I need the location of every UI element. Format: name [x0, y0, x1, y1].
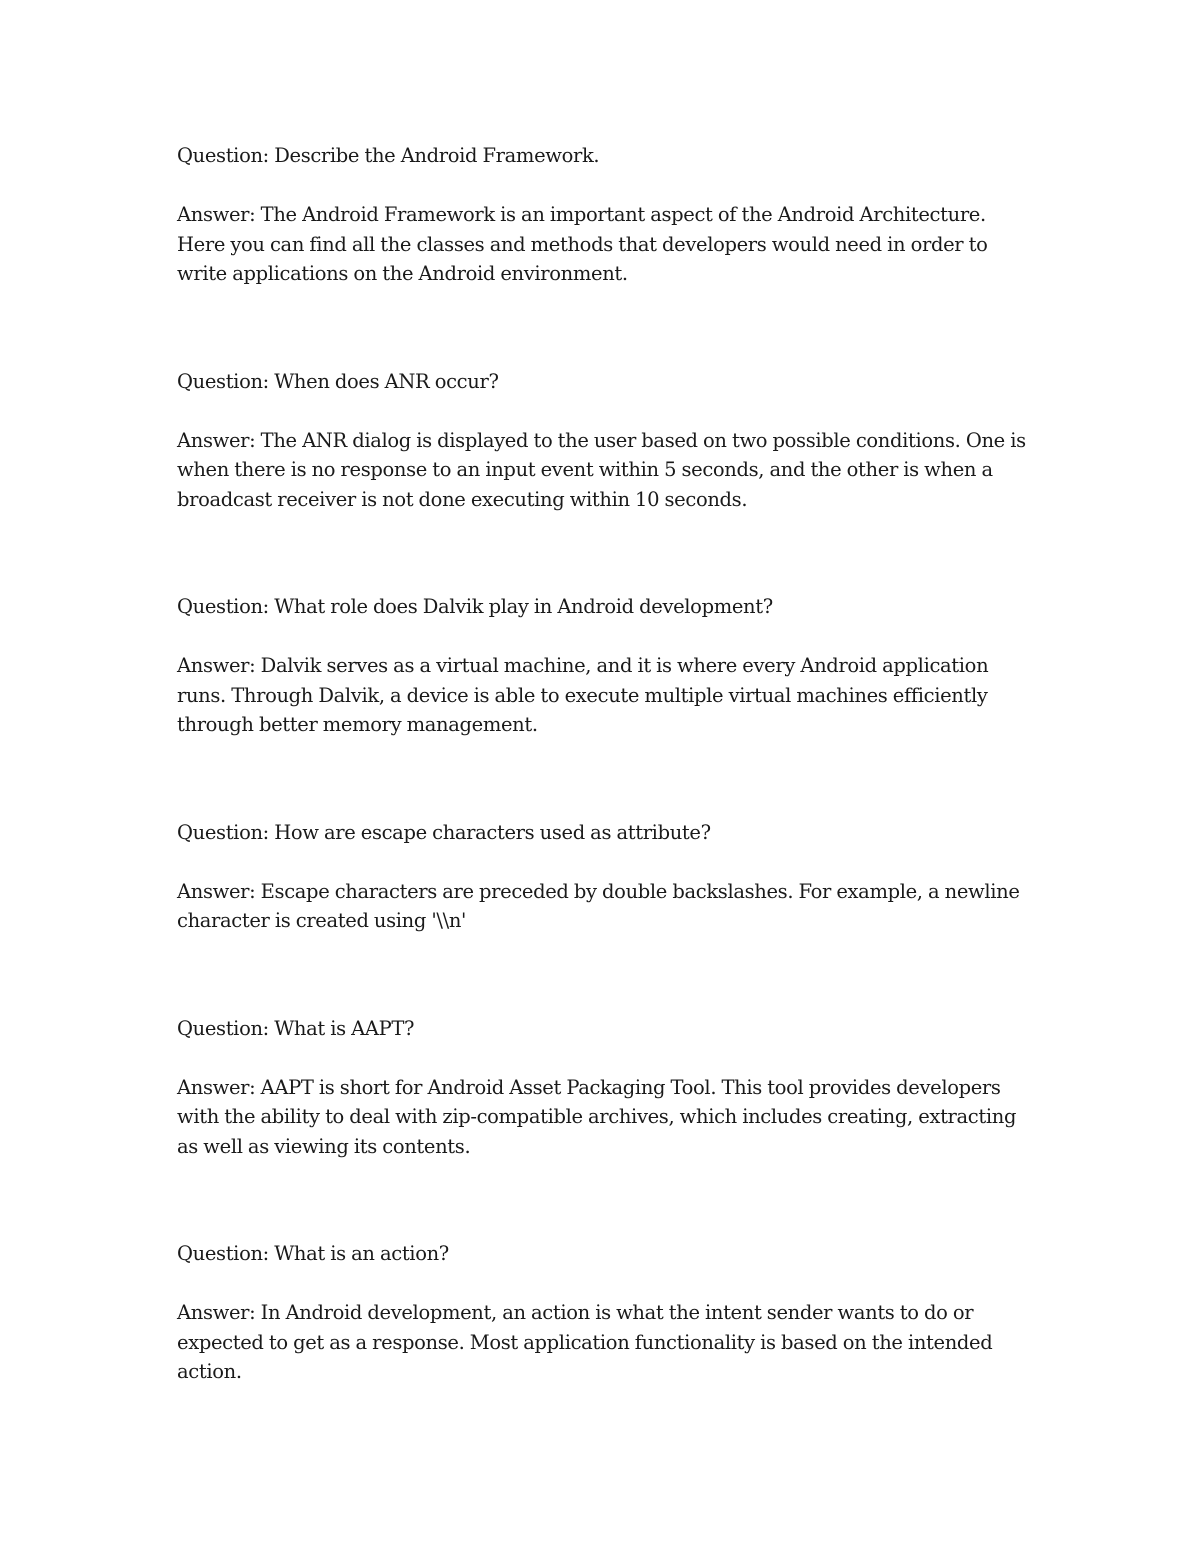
qa-list	[177, 141, 1037, 1465]
answer-text: Answer: The ANR dialog is displayed to the user based on two possible conditions. One is when there is no response to an input event within 5 seconds, and the other is when a broadcast receiver is not done executing within 10 seconds.	[177, 428, 1026, 511]
qa-item	[177, 141, 1037, 289]
question-text: Question: How are escape characters used as attribute?	[177, 820, 711, 844]
question-text: Question: What is an action?	[177, 1242, 449, 1265]
qa-item	[177, 1239, 1037, 1387]
question-text: Question: Describe the Android Framework.	[177, 144, 600, 167]
answer-text: Answer: In Android development, an action is what the intent sender wants to do or expected to get as a response. Most application functionality is based on the intended action.	[177, 1301, 993, 1383]
qa-item	[177, 1014, 1037, 1162]
question-text: Question: What is AAPT?	[177, 1016, 415, 1040]
qa-item	[177, 367, 1037, 515]
question-text: Question: When does ANR occur?	[177, 369, 499, 393]
qa-item	[177, 592, 1037, 740]
answer-text: Answer: Escape characters are preceded by double backslashes. For example, a newline character is created using '\\n'	[177, 879, 1020, 932]
answer-text: Answer: Dalvik serves as a virtual machine, and it is where every Android application runs. Through Dalvik, a device is able to execute multiple virtual machines efficiently through better memory management.	[177, 654, 989, 736]
answer-text: Answer: AAPT is short for Android Asset Packaging Tool. This tool provides developers with the ability to deal with zip-compatible archives, which includes creating, extracting as well as viewing its contents.	[177, 1075, 1017, 1158]
question-text: Question: What role does Dalvik play in Android development?	[177, 595, 773, 618]
qa-item	[177, 818, 1037, 936]
answer-text: Answer: The Android Framework is an important aspect of the Android Architecture. Here you can find all the classes and methods that developers would need in order to write applications on the Android environment.	[177, 203, 988, 285]
